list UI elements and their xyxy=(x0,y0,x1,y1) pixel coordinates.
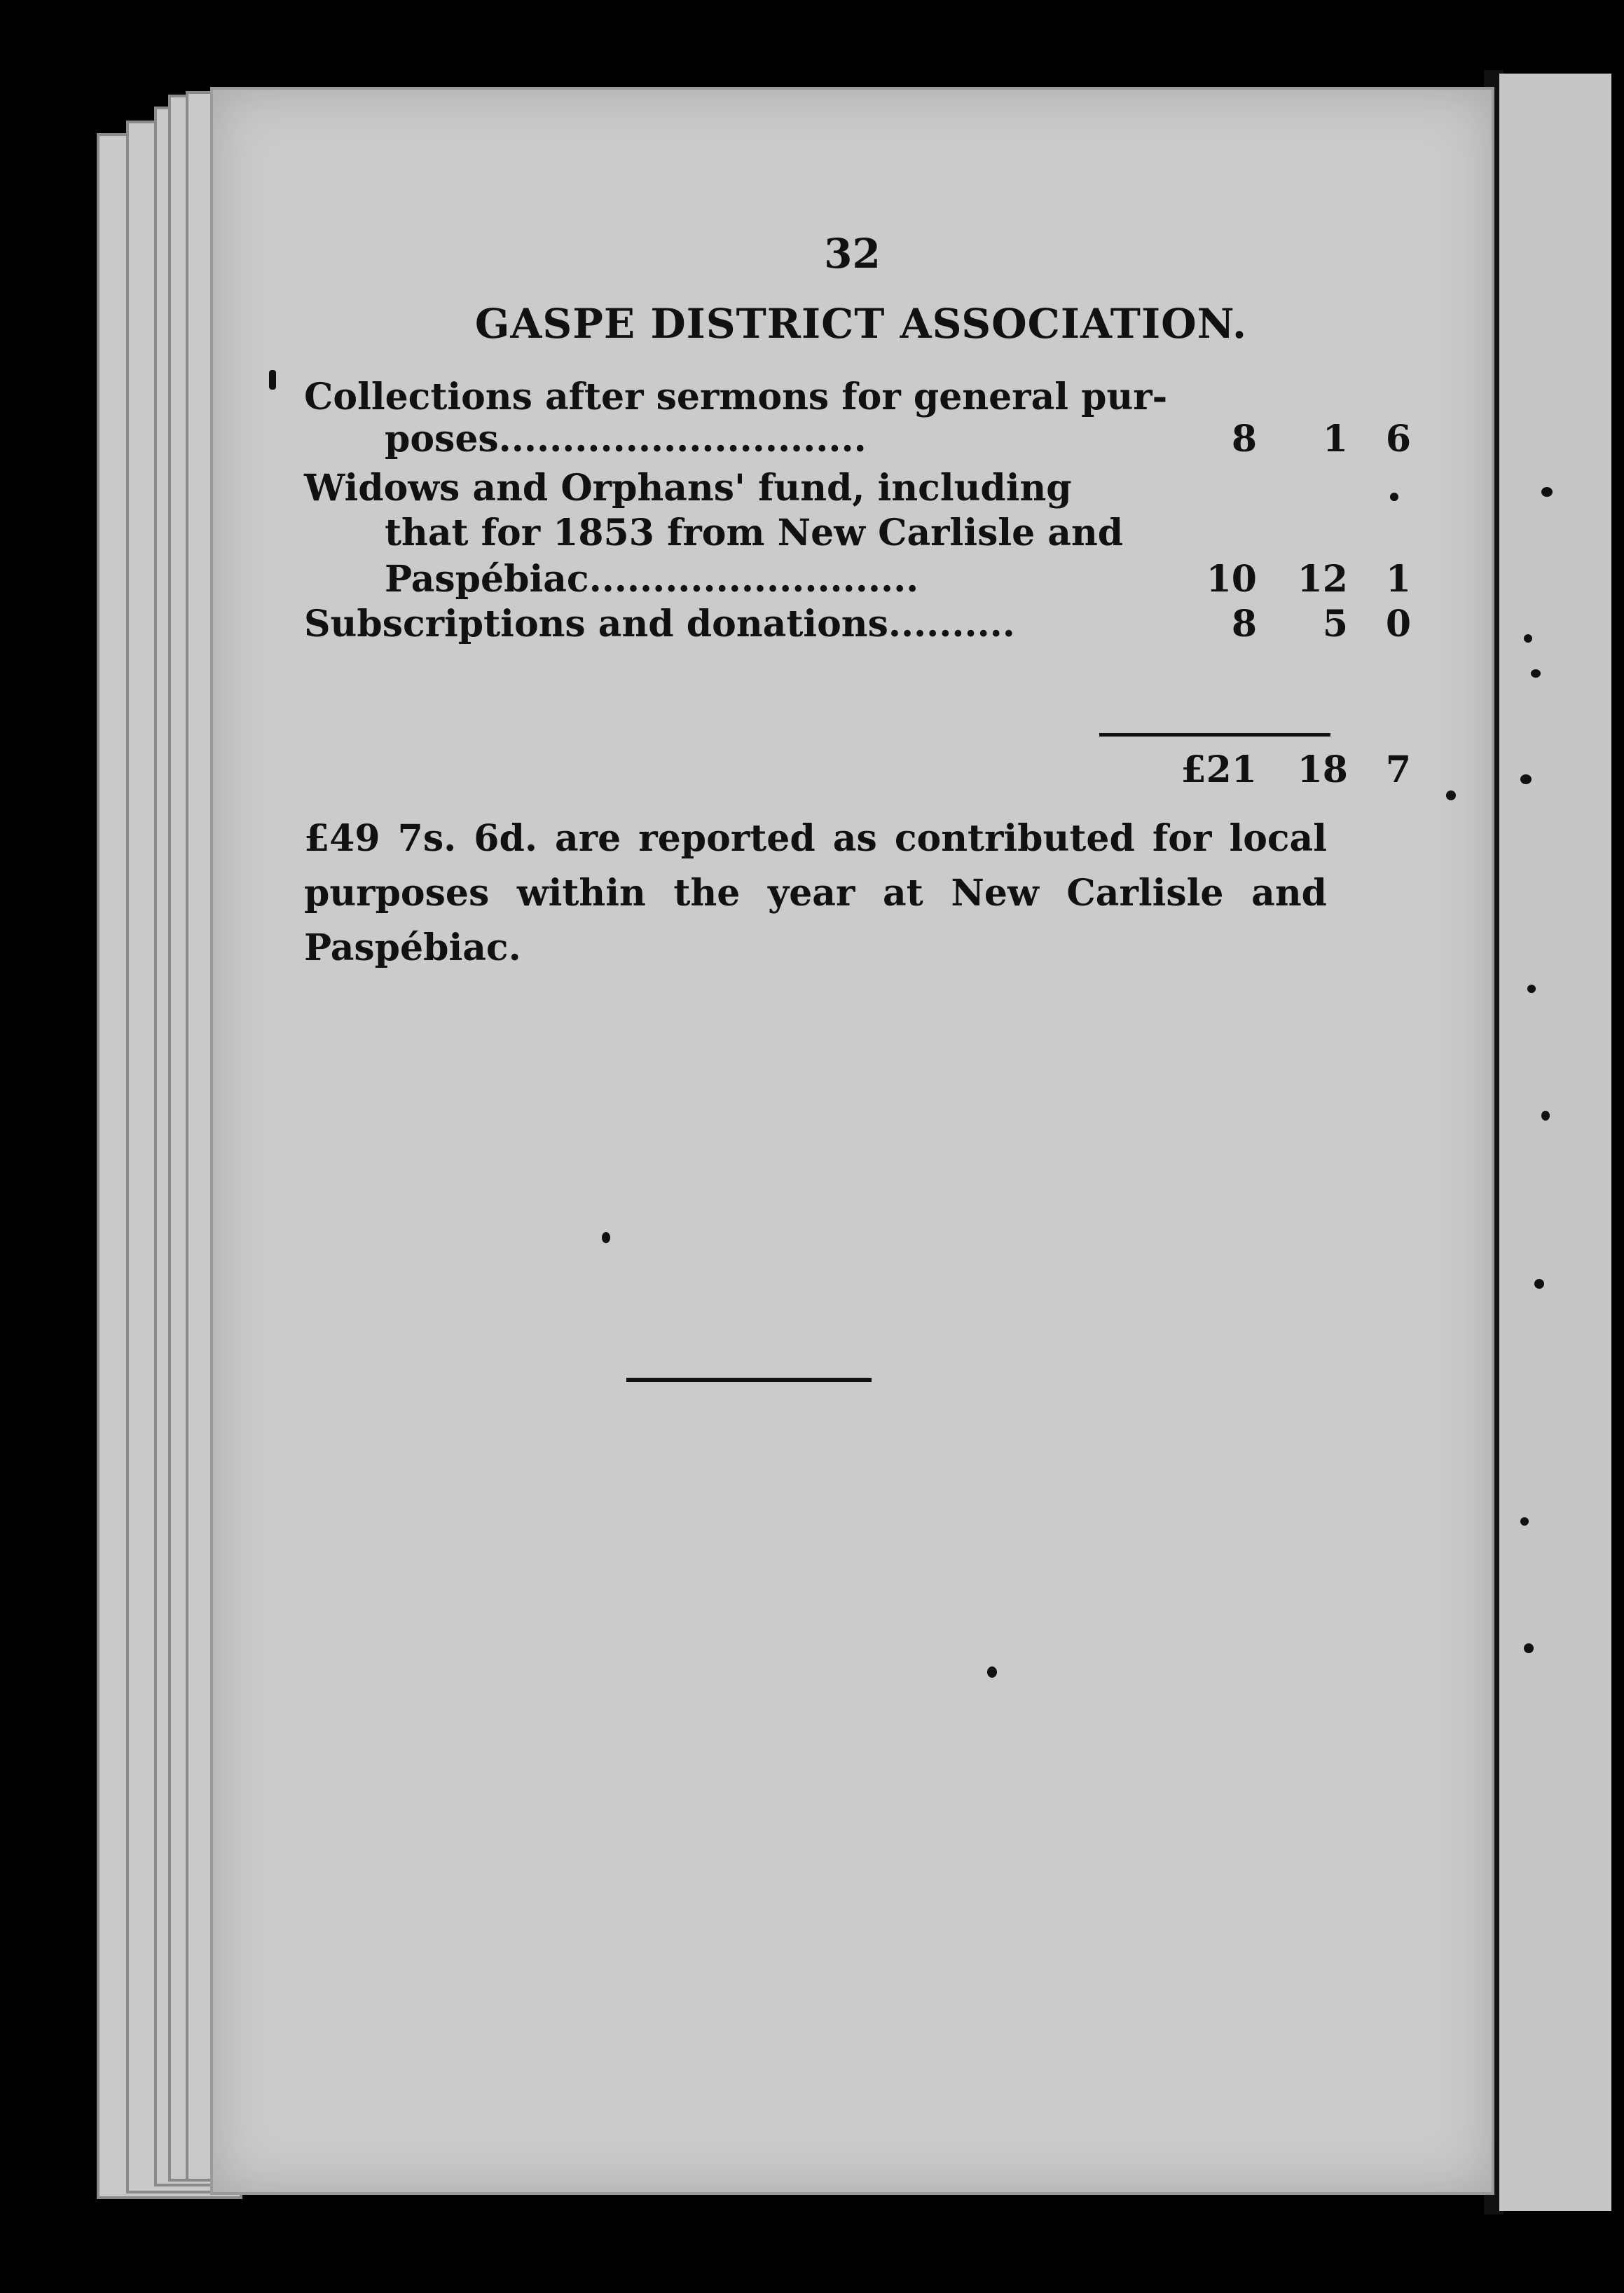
shillings-value: 1 xyxy=(1322,418,1348,460)
row-label: Paspébiac.......................... xyxy=(385,558,919,601)
ledger-row xyxy=(304,603,1411,650)
pounds-value: 8 xyxy=(1231,603,1257,645)
page-number: 32 xyxy=(824,230,881,278)
shillings-value: 12 xyxy=(1297,558,1348,601)
row-label: Subscriptions and donations.......... xyxy=(304,603,1015,645)
facing-page-edge xyxy=(1499,74,1611,2211)
section-divider xyxy=(626,1378,872,1382)
local-purposes-note: £49 7s. 6d. are reported as contributed for local purposes within the year at New Carlisle and Paspébiac. xyxy=(304,817,1327,969)
ledger-row xyxy=(304,512,1327,559)
total-shillings: 18 xyxy=(1297,748,1348,791)
pounds-value: 10 xyxy=(1206,558,1257,601)
section-heading: GASPE DISTRICT ASSOCIATION. xyxy=(474,300,1248,348)
total-pence: 7 xyxy=(1385,748,1411,791)
total-pounds: £21 xyxy=(1181,748,1257,791)
document-page xyxy=(210,87,1494,2195)
ledger-row xyxy=(304,558,1411,605)
ledger-row xyxy=(304,418,1411,465)
row-label: poses............................. xyxy=(385,418,867,460)
ledger-row xyxy=(304,376,1327,423)
row-label: that for 1853 from New Carlisle and xyxy=(385,512,1124,554)
ledger-row xyxy=(304,467,1327,514)
total-rule xyxy=(1099,733,1330,737)
pence-value: 1 xyxy=(1385,558,1411,601)
row-label: Widows and Orphans' fund, including xyxy=(304,467,1072,509)
pounds-value: 8 xyxy=(1231,418,1257,460)
pence-value: 0 xyxy=(1385,603,1411,645)
pence-value: 6 xyxy=(1385,418,1411,460)
row-label: Collections after sermons for general pur- xyxy=(304,376,1168,418)
shillings-value: 5 xyxy=(1322,603,1348,645)
total-row xyxy=(304,748,1411,796)
